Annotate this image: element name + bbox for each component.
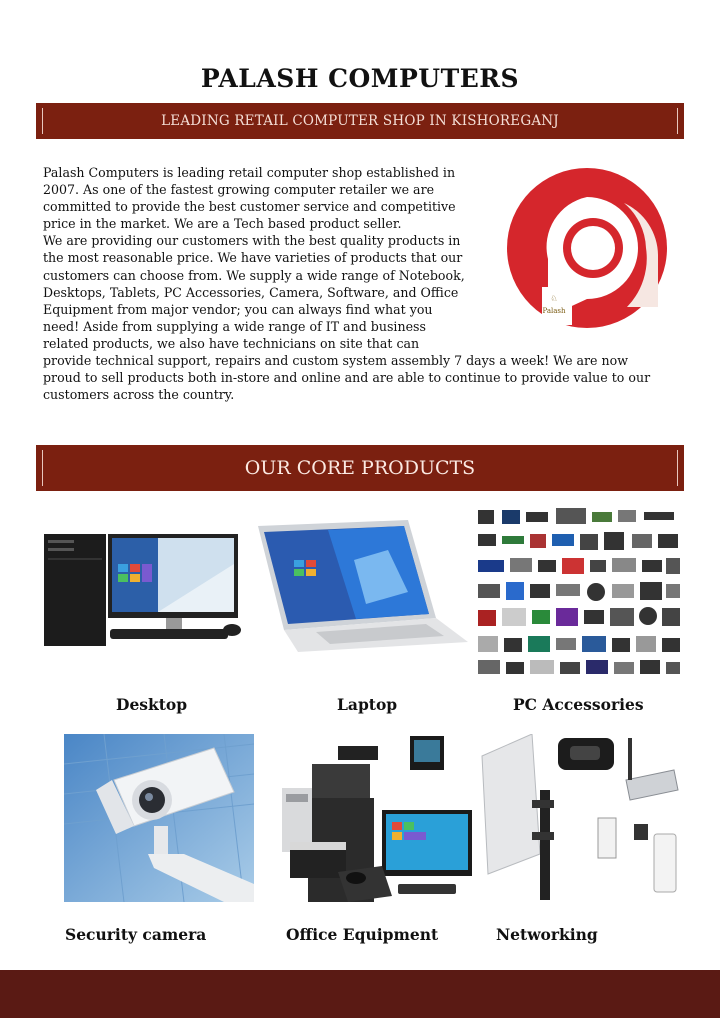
intro-line: the most reasonable price. We have varieties of products that our — [43, 250, 463, 266]
intro-line: We are providing our customers with the best quality products in — [43, 233, 461, 249]
product-label-desktop: Desktop — [116, 695, 188, 714]
intro-line: proud to sell products both in-store and online and are able to continue to provide value to our — [43, 370, 651, 386]
intro-line: need! Aside from supplying a wide range of IT and business — [43, 318, 426, 334]
tagline-text: LEADING RETAIL COMPUTER SHOP IN KISHOREGANJ — [161, 113, 559, 129]
intro-line: related products, we also have technicians on site that can — [43, 335, 420, 351]
intro-line: provide technical support, repairs and custom system assembly 7 days a week! We are now — [43, 353, 628, 369]
product-label-networking: Networking — [496, 925, 598, 944]
laptop-image — [258, 520, 468, 652]
product-label-pc-accessories: PC Accessories — [513, 695, 644, 714]
intro-line: Equipment from major vendor; you can always find what you — [43, 301, 433, 317]
intro-line: customers across the country. — [43, 387, 235, 403]
pc-accessories-image — [472, 504, 686, 680]
intro-line: customers can choose from. We supply a wide range of Notebook, — [43, 267, 465, 283]
desktop-image — [40, 504, 245, 674]
intro-line: price in the market. We are a Tech based product seller. — [43, 216, 402, 232]
page-title: PALASH COMPUTERS — [200, 64, 520, 93]
networking-image — [478, 734, 682, 902]
product-label-security-camera: Security camera — [65, 925, 207, 944]
office-equipment-image — [278, 736, 474, 904]
intro-line: committed to provide the best customer service and competitive — [43, 199, 456, 215]
svg-text:♘: ♘ — [550, 294, 558, 303]
tagline-banner — [36, 103, 684, 139]
section-banner — [36, 445, 684, 491]
product-label-laptop: Laptop — [337, 695, 398, 714]
footer-bar — [0, 970, 720, 1018]
section-title: OUR CORE PRODUCTS — [244, 457, 476, 479]
intro-line: Desktops, Tablets, PC Accessories, Camera, Software, and Office — [43, 284, 459, 300]
product-label-office-equipment: Office Equipment — [286, 925, 439, 944]
intro-line: Palash Computers is leading retail computer shop established in — [43, 165, 456, 180]
company-logo — [506, 167, 668, 329]
logo-wordmark: Palash — [542, 307, 566, 315]
security-camera-image — [64, 734, 254, 902]
intro-line: 2007. As one of the fastest growing computer retailer we are — [43, 182, 435, 198]
